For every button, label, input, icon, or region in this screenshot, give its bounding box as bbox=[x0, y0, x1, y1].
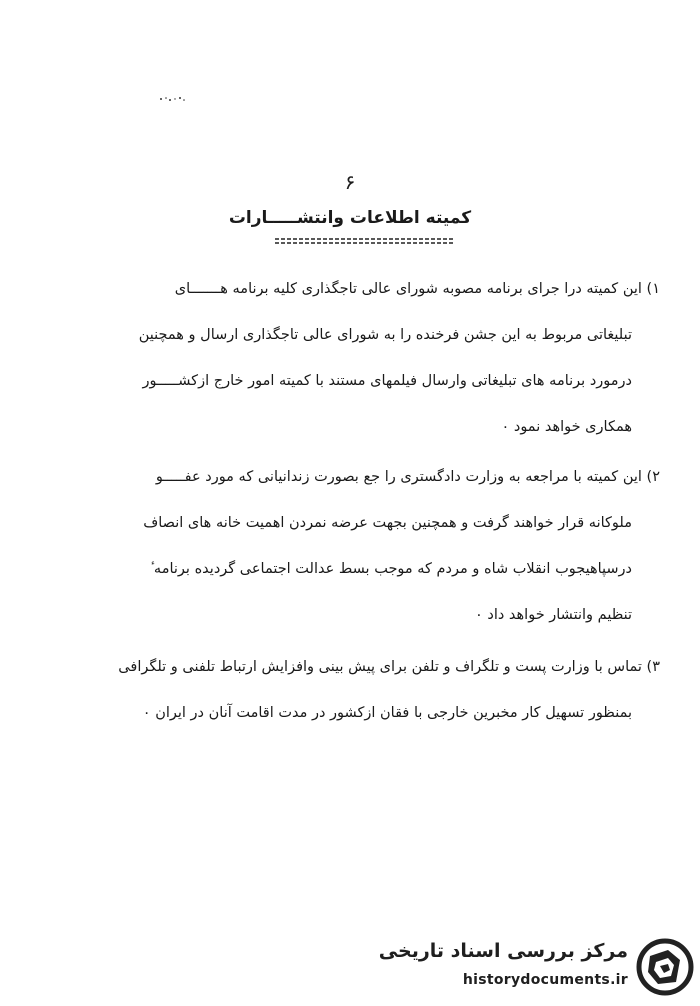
ink-speck bbox=[158, 96, 186, 102]
text-line: ۳) تماس با وزارت پست و تلگراف و تلفن برای پیش بینی وافزایش ارتباط تلفنی و تلگرافی bbox=[118, 659, 660, 675]
list-item bbox=[60, 644, 660, 736]
text-line: تبلیغاتی مربوط به این جشن فرخنده را به شورای عالی تاجگذاری ارسال و همچنین bbox=[138, 327, 632, 343]
text-line: ۱) این کمیته درا جرای برنامه مصوبه شورای عالی تاجگذاری کلیه برنامه هـــــــای bbox=[174, 281, 660, 297]
page-number: ۶ bbox=[344, 170, 356, 194]
text-line: تنظیم وانتشار خواهد داد ٠ bbox=[474, 607, 632, 623]
text-line: درسپاهیجوب انقلاب شاه و مردم که موجب بسط عدالت اجتماعی گردیده برنامه ٔ bbox=[149, 561, 632, 577]
watermark bbox=[378, 930, 700, 1006]
text-line: همکاری خواهد نمود ٠ bbox=[501, 419, 632, 435]
watermark-url: historydocuments.ir bbox=[462, 972, 628, 988]
watermark-title: مرکز بررسی اسناد تاریخی bbox=[378, 940, 628, 962]
list-item bbox=[60, 266, 660, 450]
text-line: بمنظور تسهیل کار مخبرین خارجی با فقان ازکشور در مدت اقامت آنان در ایران ٠ bbox=[142, 705, 632, 721]
text-line: ملوکانه قرار خواهند گرفت و همچنین بجهت عرضه نمردن اهمیت خانه های انصاف bbox=[143, 515, 632, 531]
document-body bbox=[60, 266, 660, 736]
title-underline bbox=[275, 237, 455, 245]
page-title: کمیته اطلاعات وانتشـــــارات bbox=[228, 208, 472, 228]
text-line: ۲) این کمیته با مراجعه به وزارت دادگستری را جع بصورت زندانیانی که مورد عفـــــو bbox=[155, 469, 660, 485]
list-item bbox=[60, 454, 660, 638]
text-line: درمورد برنامه های تبلیغاتی وارسال فیلمهای مستند با کمیته امور خارج ازکشـــــور bbox=[142, 373, 632, 389]
archive-logo-icon bbox=[636, 938, 694, 996]
